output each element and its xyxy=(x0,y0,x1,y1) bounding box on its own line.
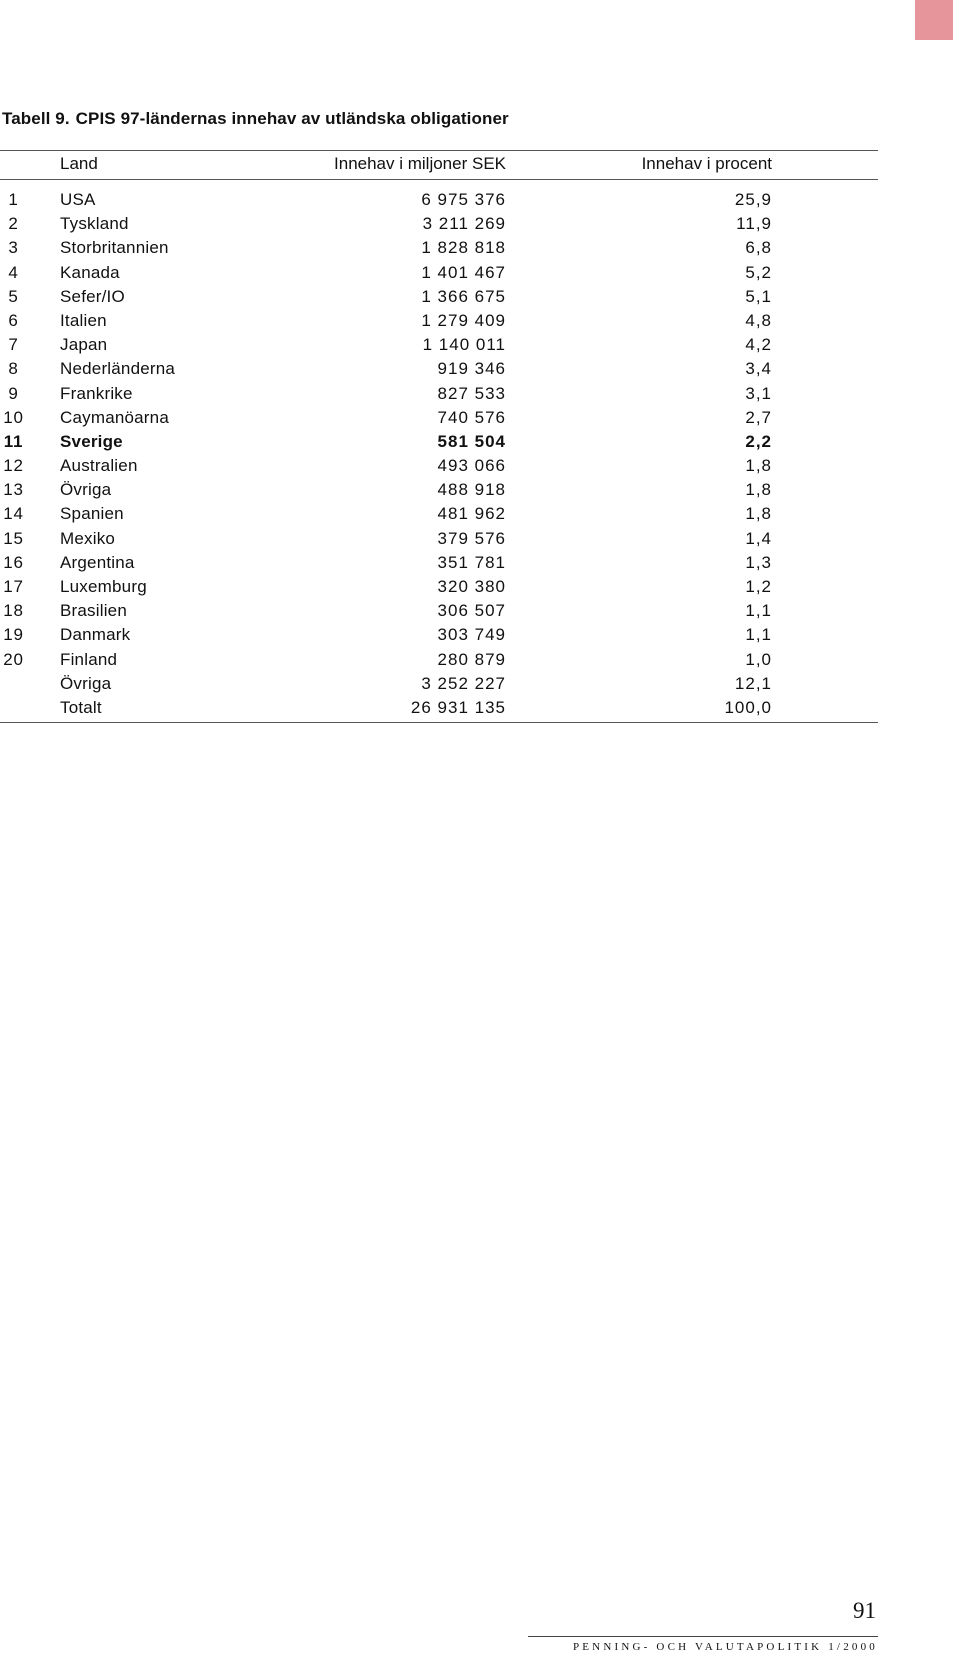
sek-cell: 306 507 xyxy=(437,601,506,621)
rank-cell: 12 xyxy=(3,456,24,476)
land-cell: Caymanöarna xyxy=(60,407,169,427)
sek-cell: 3 211 269 xyxy=(422,214,506,234)
pct-cell: 1,1 xyxy=(745,601,772,621)
table-row xyxy=(0,648,878,672)
table-row xyxy=(0,357,878,381)
table-row xyxy=(0,454,878,478)
sek-cell: 351 781 xyxy=(437,552,506,572)
pct-cell: 4,8 xyxy=(745,310,772,330)
sek-cell: 1 279 409 xyxy=(421,310,506,330)
table-row xyxy=(0,478,878,502)
table-title xyxy=(2,109,509,129)
sek-cell: 827 533 xyxy=(437,383,506,403)
land-cell: Argentina xyxy=(60,552,135,572)
pct-cell: 1,2 xyxy=(745,577,772,596)
rank-cell: 8 xyxy=(8,359,19,379)
land-cell: Finland xyxy=(60,649,118,669)
table-row xyxy=(0,551,878,575)
sek-cell: 320 380 xyxy=(437,577,506,596)
rank-cell: 13 xyxy=(3,480,24,500)
land-cell: Övriga xyxy=(60,673,112,693)
sek-cell: 488 918 xyxy=(437,480,506,500)
pct-cell: 1,8 xyxy=(745,504,772,524)
table-header-rule xyxy=(0,179,878,180)
rank-cell: 3 xyxy=(8,238,19,258)
land-cell: Frankrike xyxy=(60,383,133,403)
pct-cell: 1,0 xyxy=(745,649,772,669)
land-cell: Sefer/IO xyxy=(60,286,125,306)
pct-cell: 1,4 xyxy=(745,528,772,548)
pct-cell: 2,7 xyxy=(745,407,772,427)
sek-cell: 3 252 227 xyxy=(421,673,506,693)
sek-cell: 1 140 011 xyxy=(422,335,506,355)
rank-cell: 2 xyxy=(8,214,19,234)
sek-cell: 1 401 467 xyxy=(421,262,506,282)
pct-cell: 1,1 xyxy=(745,625,772,645)
table-title-text: CPIS 97-ländernas innehav av utländska obligationer xyxy=(75,109,509,128)
table-row xyxy=(0,382,878,406)
corner-color-tab xyxy=(915,0,953,40)
rank-cell: 19 xyxy=(3,625,24,645)
table-body xyxy=(0,188,878,720)
rank-cell: 15 xyxy=(3,528,24,548)
land-cell: Sverige xyxy=(60,431,123,451)
sek-cell: 481 962 xyxy=(437,504,506,524)
table-row xyxy=(0,236,878,260)
rank-cell: 20 xyxy=(3,649,24,669)
pct-cell: 3,4 xyxy=(745,359,772,379)
pct-cell: 1,8 xyxy=(745,456,772,476)
pct-cell: 4,2 xyxy=(745,335,772,355)
land-cell: Luxemburg xyxy=(60,577,147,596)
sek-cell: 26 931 135 xyxy=(410,697,506,717)
footer-publication: PENNING- OCH VALUTAPOLITIK 1/2000 xyxy=(572,1641,878,1653)
rank-cell: 9 xyxy=(8,383,19,403)
table-row xyxy=(0,188,878,212)
column-header-pct: Innehav i procent xyxy=(641,154,772,173)
table-bottom-rule xyxy=(0,722,878,723)
land-cell: Storbritannien xyxy=(60,238,169,258)
rank-cell: 5 xyxy=(8,286,19,306)
pct-cell: 11,9 xyxy=(736,214,772,234)
table-top-rule xyxy=(0,150,878,151)
page-number: 91 xyxy=(853,1598,876,1623)
table-row xyxy=(0,575,878,599)
table-row xyxy=(0,212,878,236)
rank-cell: 16 xyxy=(3,552,24,572)
table-row xyxy=(0,502,878,526)
table-row xyxy=(0,623,878,647)
pct-cell: 25,9 xyxy=(734,190,772,209)
rank-cell: 6 xyxy=(8,310,19,330)
rank-cell: 14 xyxy=(3,504,24,524)
sek-cell: 740 576 xyxy=(437,407,506,427)
table-row xyxy=(0,406,878,430)
pct-cell: 2,2 xyxy=(745,431,772,451)
footer-rule xyxy=(528,1636,878,1637)
pct-cell: 12,1 xyxy=(734,673,772,693)
table-row xyxy=(0,696,878,720)
sek-cell: 581 504 xyxy=(437,431,506,451)
land-cell: USA xyxy=(60,190,96,209)
sek-cell: 493 066 xyxy=(437,456,506,476)
land-cell: Kanada xyxy=(60,262,120,282)
rank-cell: 18 xyxy=(3,601,24,621)
column-header-sek: Innehav i miljoner SEK xyxy=(334,154,506,173)
table-row xyxy=(0,309,878,333)
land-cell: Brasilien xyxy=(60,601,127,621)
pct-cell: 6,8 xyxy=(745,238,772,258)
sek-cell: 1 828 818 xyxy=(421,238,506,258)
table-row xyxy=(0,285,878,309)
pct-cell: 5,1 xyxy=(745,286,772,306)
pct-cell: 1,3 xyxy=(745,552,772,572)
table-row xyxy=(0,672,878,696)
land-cell: Övriga xyxy=(60,480,112,500)
land-cell: Nederländerna xyxy=(60,359,176,379)
rank-cell: 1 xyxy=(8,190,19,209)
land-cell: Japan xyxy=(60,335,108,355)
pct-cell: 3,1 xyxy=(745,383,772,403)
table-row xyxy=(0,430,878,454)
pct-cell: 100,0 xyxy=(724,697,772,717)
table-row xyxy=(0,333,878,357)
land-cell: Danmark xyxy=(60,625,131,645)
table-title-label: Tabell 9. xyxy=(2,109,70,128)
pct-cell: 5,2 xyxy=(745,262,772,282)
sek-cell: 1 366 675 xyxy=(421,286,506,306)
pct-cell: 1,8 xyxy=(745,480,772,500)
sek-cell: 379 576 xyxy=(437,528,506,548)
sek-cell: 280 879 xyxy=(437,649,506,669)
sek-cell: 919 346 xyxy=(437,359,506,379)
land-cell: Spanien xyxy=(60,504,124,524)
land-cell: Totalt xyxy=(60,697,102,717)
table-row xyxy=(0,599,878,623)
rank-cell: 10 xyxy=(3,407,24,427)
table-row xyxy=(0,261,878,285)
rank-cell: 17 xyxy=(3,577,24,596)
column-header-land: Land xyxy=(60,154,98,173)
rank-cell: 7 xyxy=(8,335,19,355)
sek-cell: 6 975 376 xyxy=(421,190,506,209)
rank-cell: 4 xyxy=(8,262,19,282)
land-cell: Italien xyxy=(60,310,107,330)
table-row xyxy=(0,527,878,551)
land-cell: Australien xyxy=(60,456,138,476)
rank-cell: 11 xyxy=(3,431,24,451)
land-cell: Tyskland xyxy=(60,214,129,234)
sek-cell: 303 749 xyxy=(437,625,506,645)
land-cell: Mexiko xyxy=(60,528,116,548)
